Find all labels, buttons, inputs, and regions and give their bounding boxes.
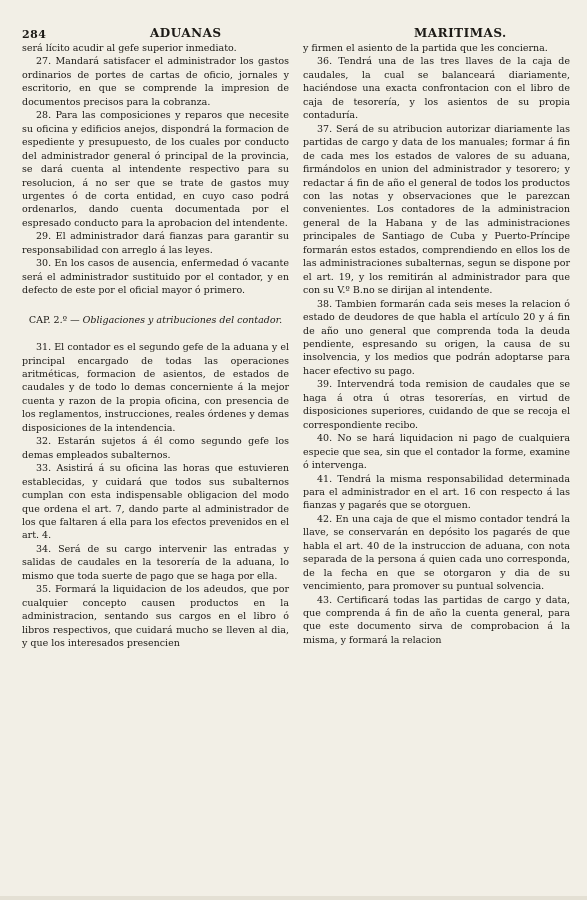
paragraph: 36. Tendrá una de las tres llaves de la caja de caudales, la cual se balanceará diariamente, haciéndose una exacta confrontacion con el libro de caja de tesorería, y los asientos de su propia contaduría. [303, 56, 570, 122]
running-header [22, 10, 573, 41]
paragraph: 32. Estarán sujetos á él como segundo gefe los demas empleados subalternos. [22, 436, 289, 461]
right-column [303, 42, 570, 651]
header-right-title: MARITIMAS. [414, 26, 507, 40]
text-columns [22, 42, 570, 651]
paragraph: 42. En una caja de que el mismo contador tendrá la llave, se conservarán en depósito los pagarés de que habla el art. 40 de la instruccion de aduana, con nota separada de la persona á quien cada uno corresponda, de la fecha en que se otorgaron y dia de su vencimiento, para promover su puntual solvencia. [303, 513, 570, 593]
paragraph: 37. Será de su atribucion autorizar diariamente las partidas de cargo y data de los manuales; formar á fin de cada mes los estados de valores de su aduana, firmándolos en union del administrador y tesorero; y redactar á fin de año el general de todos los productos con las notas y observaciones que le parezcan convenientes. Los contadores de la administracion general de la Habana y de las administraciones principales de Santiago de Cuba y Puerto-Príncipe formarán estos estados, comprendiendo en ellos los de las administraciones subalternas, segun se dispone por el art. 19, y los remitirán al administrador para que con su V.º B.no se dirijan al intendente. [303, 123, 570, 297]
paragraph: 39. Intervendrá toda remision de caudales que se haga á otra ú otras tesorerías, en virtud de disposiciones superiores, cuidando de que se recoja el correspondiente recibo. [303, 379, 570, 431]
chapter-heading [22, 314, 289, 328]
paragraph: 35. Formará la liquidacion de los adeudos, que por cualquier concepto causen productos en la administracion, sentando sus cargos en el libro ó libros respectivos, que cuidará mucho se lleven al dia, y que los interesados presencien [22, 584, 289, 650]
paragraph: 30. En los casos de ausencia, enfermedad ó vacante será el administrador sustituido por el contador, y en defecto de este por el oficial mayor ó primero. [22, 258, 289, 297]
header-left-title: ADUANAS [150, 26, 222, 40]
chapter-title: Obligaciones y atribuciones del contador. [82, 314, 283, 326]
paragraph: 40. No se hará liquidacion ni pago de cualquiera especie que sea, sin que el contador la forme, examine ó intervenga. [303, 433, 570, 472]
paragraph: 41. Tendrá la misma responsabilidad determinada para el administrador en el art. 16 con respecto á las fianzas y pagarés que se otorguen. [303, 473, 570, 512]
paragraph: 43. Certificará todas las partidas de cargo y data, que comprenda á fin de año la cuenta general, para que este documento sirva de comprobacion á la misma, y formará la relacion [303, 594, 570, 646]
page-number: 284 [22, 28, 47, 41]
paragraph: 33. Asistirá á su oficina las horas que estuvieren establecidas, y cuidará que todos sus subalternos cumplan con esta indispensable obligacion del modo que ordena el art. 7, dando parte al administrador de los que faltaren á ella para los efectos prevenidos en el art. 4. [22, 463, 289, 542]
paragraph: será lícito acudir al gefe superior inmediato. [22, 43, 237, 54]
paragraph: 27. Mandará satisfacer el administrador los gastos ordinarios de portes de cartas de oficio, jornales y escritorio, en que se comprende la impresion de documentos precisos para la cobranza. [22, 56, 289, 108]
paragraph: 34. Será de su cargo intervenir las entradas y salidas de caudales en la tesorería de la aduana, lo mismo que toda suerte de pago que se haga por ella. [22, 543, 289, 582]
paragraph: 29. El administrador dará fianzas para garantir su responsabilidad con arreglo á las leyes. [22, 231, 289, 256]
paragraph: 31. El contador es el segundo gefe de la aduana y el principal encargado de todas las operaciones aritméticas, formacion de asientos, de estados de caudales y de todo lo demas concerniente á la mejor cuenta y razon de la propia oficina, con presencia de los reglamentos, instrucciones, reales órdenes y demas disposiciones de la intendencia. [22, 342, 289, 434]
page-bottom-edge [0, 896, 587, 900]
chapter-label: CAP. 2.º — [28, 314, 80, 326]
paragraph: 28. Para las composiciones y reparos que necesite su oficina y edificios anejos, dispondrá la formacion de espediente y presupuesto, de los cuales por conducto del administrador general ó principal de la provincia, se dará cuenta al intendente respectivo para su resolucion, á no ser que se trate de gastos muy urgentes ó de corta entidad, en cuyo caso podrá ordenarlos, dando cuenta documentada por el espresado conducto para la aprobacion del intendente. [22, 110, 289, 229]
paragraph: 38. Tambien formarán cada seis meses la relacion ó estado de deudores de que habla el artículo 20 y á fin de año uno general que comprenda toda la deuda pendiente, espresando su origen, la causa de su insolvencia, y los medios que podrán adoptarse para hacer efectivo su pago. [303, 298, 570, 377]
paragraph: y firmen el asiento de la partida que les concierna. [303, 43, 548, 54]
left-column [22, 42, 289, 651]
